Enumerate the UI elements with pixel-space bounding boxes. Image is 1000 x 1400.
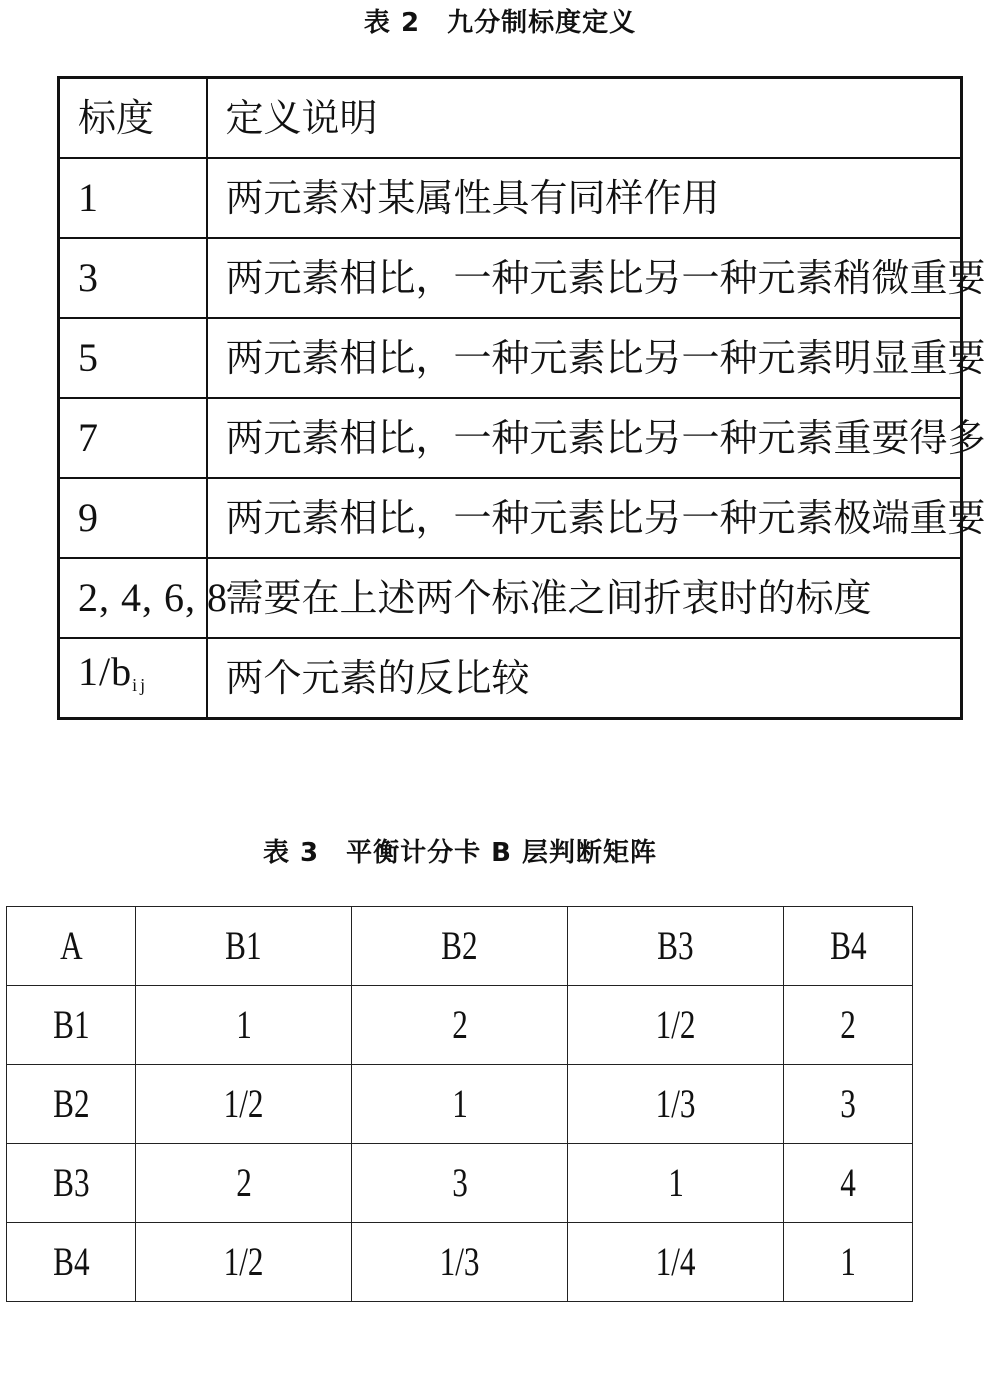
- matrix-cell: 1: [136, 986, 352, 1065]
- scale-cell: [59, 638, 207, 719]
- definition-cell: 两元素对某属性具有同样作用: [207, 158, 962, 238]
- matrix-cell: 1/3: [568, 1065, 784, 1144]
- definition-cell: 两元素相比，一种元素比另一种元素明显重要: [207, 318, 962, 398]
- table-row: [59, 558, 962, 638]
- matrix-cell: 1/2: [136, 1223, 352, 1302]
- table2-caption: 表 2 九分制标度定义: [363, 8, 637, 38]
- matrix-cell: 2: [136, 1144, 352, 1223]
- scale-cell: 9: [59, 478, 207, 558]
- definition-cell: 两元素相比，一种元素比另一种元素稍微重要: [207, 238, 962, 318]
- definition-cell: 两个元素的反比较: [207, 638, 962, 719]
- scale-cell: 3: [59, 238, 207, 318]
- matrix-cell: 1/2: [136, 1065, 352, 1144]
- matrix-row-header: B2: [7, 1065, 136, 1144]
- definition-cell: 需要在上述两个标准之间折衷时的标度: [207, 558, 962, 638]
- matrix-cell: 2: [784, 986, 913, 1065]
- definition-cell: 两元素相比，一种元素比另一种元素极端重要: [207, 478, 962, 558]
- matrix-row: [7, 986, 913, 1065]
- table-header-row: [59, 78, 962, 159]
- table-row: [59, 158, 962, 238]
- table-row: [59, 318, 962, 398]
- header-definition: 定义说明: [207, 78, 962, 159]
- definition-cell: 两元素相比，一种元素比另一种元素重要得多: [207, 398, 962, 478]
- matrix-cell: 2: [352, 986, 568, 1065]
- table-row: [59, 238, 962, 318]
- matrix-col-header: B4: [784, 907, 913, 986]
- scale-cell: 5: [59, 318, 207, 398]
- matrix-cell: 1/4: [568, 1223, 784, 1302]
- matrix-row-header: B1: [7, 986, 136, 1065]
- matrix-row-header: B3: [7, 1144, 136, 1223]
- matrix-row: [7, 1223, 913, 1302]
- matrix-cell: 3: [784, 1065, 913, 1144]
- matrix-col-header: B3: [568, 907, 784, 986]
- matrix-cell: 1: [784, 1223, 913, 1302]
- matrix-header-row: [7, 907, 913, 986]
- table-row: [59, 478, 962, 558]
- matrix-row-header: B4: [7, 1223, 136, 1302]
- matrix-corner-cell: A: [7, 907, 136, 986]
- matrix-col-header: B2: [352, 907, 568, 986]
- matrix-cell: 4: [784, 1144, 913, 1223]
- matrix-row: [7, 1065, 913, 1144]
- scale-definition-table: [57, 76, 986, 720]
- judgment-matrix-table: [6, 906, 913, 1302]
- scale-cell: 1: [59, 158, 207, 238]
- scale-subscript: ij: [132, 674, 149, 695]
- matrix-cell: 1/3: [352, 1223, 568, 1302]
- header-scale: 标度: [59, 78, 207, 159]
- table3-caption: 表 3 平衡计分卡 B 层判断矩阵: [262, 838, 658, 868]
- scale-cell: 7: [59, 398, 207, 478]
- table-row: [59, 398, 962, 478]
- matrix-row: [7, 1144, 913, 1223]
- matrix-cell: 1/2: [568, 986, 784, 1065]
- matrix-col-header: B1: [136, 907, 352, 986]
- matrix-cell: 1: [568, 1144, 784, 1223]
- matrix-cell: 1: [352, 1065, 568, 1144]
- scale-cell: 2, 4, 6, 8: [59, 558, 207, 638]
- scale-fraction: 1/b: [78, 648, 133, 694]
- matrix-cell: 3: [352, 1144, 568, 1223]
- table-row: [59, 638, 962, 719]
